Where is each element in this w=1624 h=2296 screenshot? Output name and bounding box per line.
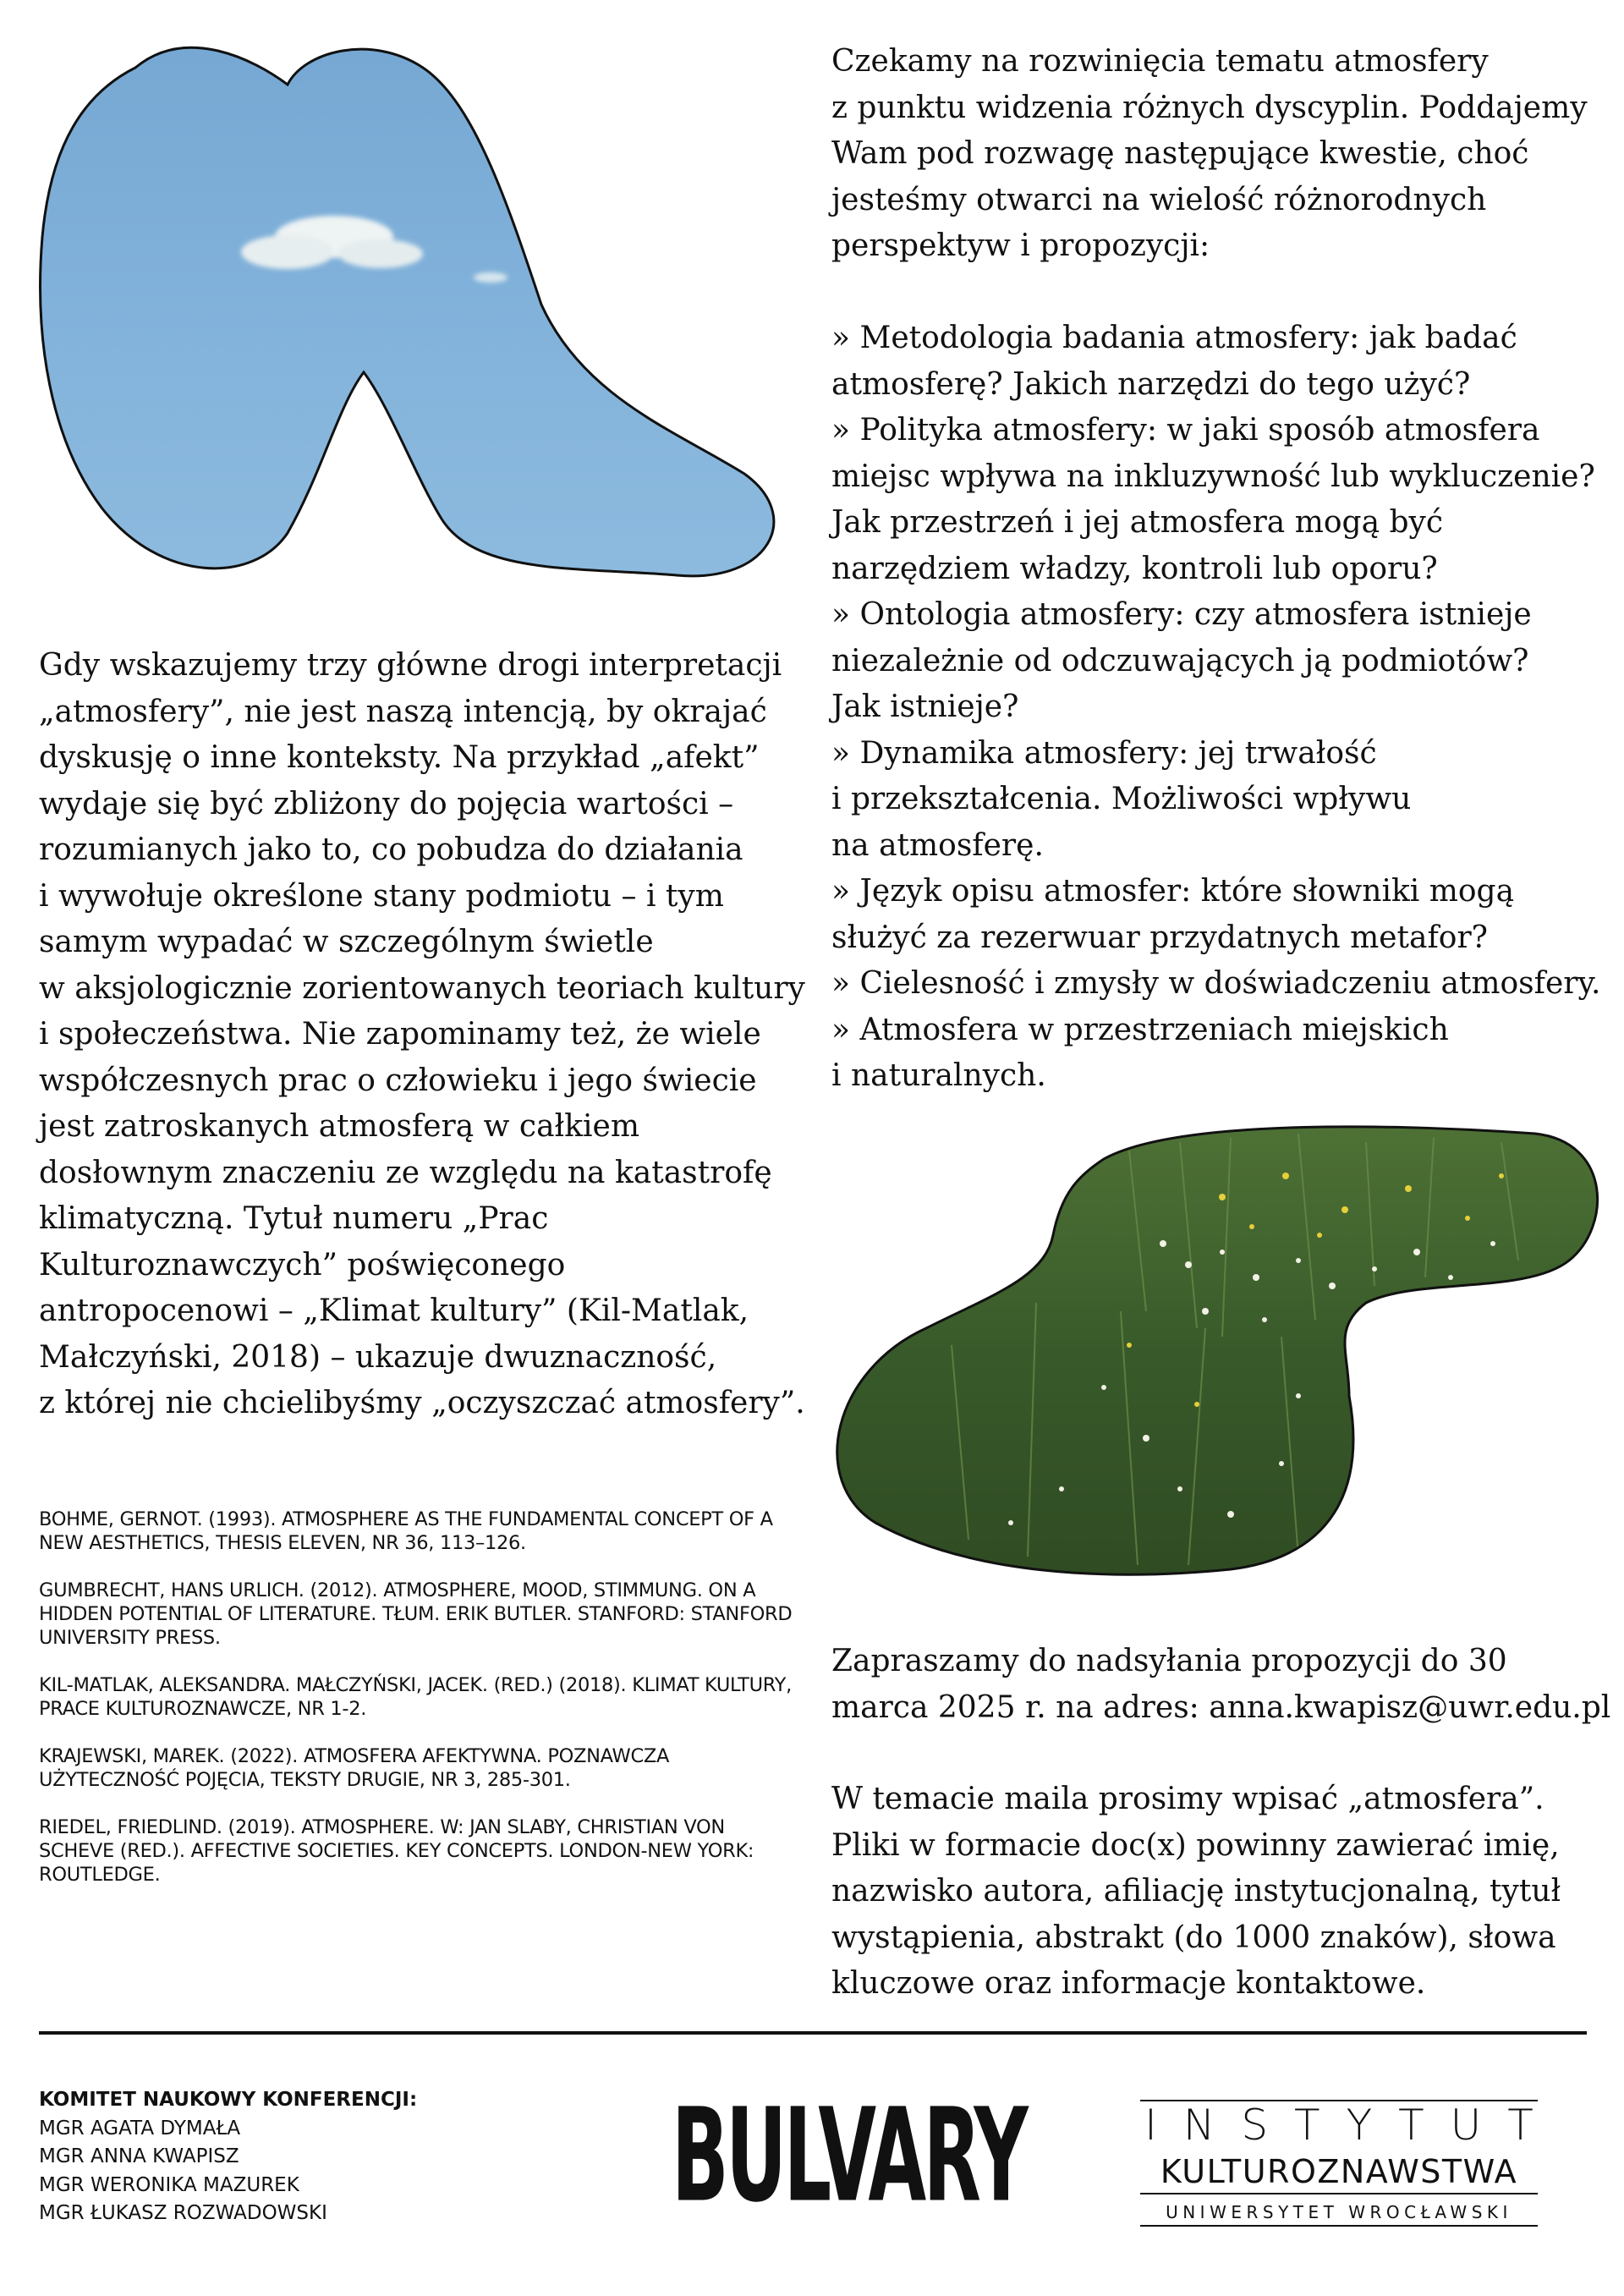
topic-line: na atmosferę. — [831, 827, 1044, 863]
text-line: dyskusję o inne konteksty. Na przykład „afekt” — [39, 740, 760, 775]
text-line: i społeczeństwa. Nie zapominamy też, że wiele — [39, 1017, 761, 1052]
text-line: dosłownym znaczeniu ze względu na katastrofę — [39, 1155, 772, 1190]
text-line: i wywołuje określone stany podmiotu – i tym — [39, 878, 724, 914]
text-line: współczesnych prac o człowieku i jego świecie — [39, 1063, 757, 1098]
logo-rule-bottom — [1140, 2225, 1538, 2227]
topic-line: Jak istnieje? — [831, 689, 1019, 724]
sky-blob-image — [34, 34, 778, 592]
text-line: Zapraszamy do nadsyłania propozycji do 30 — [831, 1644, 1507, 1678]
text-line: jesteśmy otwarci na wielość różnorodnych — [831, 182, 1487, 217]
text-line: Wam pod rozwagę następujące kwestie, choć — [831, 136, 1529, 171]
topic-line: niezależnie od odczuwających ją podmiotów? — [831, 643, 1529, 678]
committee-member: MGR ANNA KWAPISZ — [39, 2145, 239, 2167]
reference-item: RIEDEL, FRIEDLIND. (2019). ATMOSPHERE. W: JAN SLABY, CHRISTIAN VON SCHEVE (RED.). AFFECTIVE SOCIETIES. KEY CONCEPTS. LONDON-NEW YORK: ROUTLEDGE. — [39, 1816, 754, 1886]
text-line: Pliki w formacie doc(x) powinny zawierać imię, — [831, 1827, 1560, 1863]
logo-rule-middle — [1140, 2193, 1538, 2194]
topic-line: atmosferę? Jakich narzędzi do tego użyć? — [831, 366, 1471, 402]
text-line: z której nie chcielibyśmy „oczyszczać atmosfery”. — [39, 1386, 805, 1420]
topic-line: i naturalnych. — [831, 1058, 1046, 1093]
institute-name: KULTUROZNAWSTWA — [1160, 2153, 1518, 2190]
topic-line: służyć za rezerwuar przydatnych metafor? — [831, 920, 1488, 955]
text-line: wystąpienia, abstrakt (do 1000 znaków), słowa — [831, 1920, 1556, 1955]
university-name: UNIWERSYTET WROCŁAWSKI — [1166, 2202, 1512, 2222]
institute-logo — [1115, 2100, 1563, 2227]
reference-item: GUMBRECHT, HANS URLICH. (2012). ATMOSPHERE, MOOD, STIMMUNG. ON A HIDDEN POTENTIAL OF LITERATURE. TŁUM. ERIK BUTLER. STANFORD: STANFORD UNIVERSITY PRESS. — [39, 1579, 793, 1649]
topic-line: i przekształcenia. Możliwości wpływu — [831, 782, 1412, 816]
institute-word: INSTYTUT — [1144, 2101, 1560, 2150]
committee-member: MGR ŁUKASZ ROZWADOWSKI — [39, 2202, 327, 2224]
intro-paragraph — [831, 39, 1588, 270]
topic-line: » Atmosfera w przestrzeniach miejskich — [831, 1012, 1449, 1047]
committee-member: MGR WERONIKA MAZUREK — [39, 2173, 299, 2196]
topic-line: miejsc wpływa na inkluzywność lub wykluczenie? — [831, 459, 1595, 494]
topic-line: » Dynamika atmosfery: jej trwałość — [831, 735, 1377, 771]
references-list — [39, 1508, 800, 1910]
text-line: jest zatroskanych atmosferą w całkiem — [39, 1109, 639, 1144]
text-line: wydaje się być zbliżony do pojęcia wartości – — [39, 786, 734, 821]
footer-divider — [39, 2031, 1587, 2035]
text-line: W temacie maila prosimy wpisać „atmosfera”. — [831, 1782, 1544, 1816]
topic-line: Jak przestrzeń i jej atmosfera mogą być — [831, 505, 1444, 540]
context-paragraph — [39, 643, 805, 1427]
text-line: Czekamy na rozwinięcia tematu atmosfery — [831, 44, 1489, 79]
topic-line: » Cielesność i zmysły w doświadczeniu atmosfery. — [831, 966, 1601, 1001]
text-line: samym wypadać w szczególnym świetle — [39, 925, 654, 959]
submission-paragraph — [831, 1639, 1610, 1731]
topic-line: narzędziem władzy, kontroli lub oporu? — [831, 551, 1438, 586]
bulvary-logo: BULVARY — [672, 2080, 1026, 2231]
committee-block — [39, 2086, 417, 2228]
reference-item: KIL-MATLAK, ALEKSANDRA. MAŁCZYŃSKI, JACEK. (RED.) (2018). KLIMAT KULTURY, PRACE KULTUROZNAWCZE, NR 1-2. — [39, 1674, 792, 1720]
topic-line: » Ontologia atmosfery: czy atmosfera istnieje — [831, 597, 1532, 632]
meadow-blob-image — [825, 1117, 1611, 1590]
reference-item: KRAJEWSKI, MAREK. (2022). ATMOSFERA AFEKTYWNA. POZNAWCZA UŻYTECZNOŚĆ POJĘCIA, TEKSTY DRUGIE, NR 3, 285-301. — [39, 1745, 670, 1791]
text-line: kluczowe oraz informacje kontaktowe. — [831, 1966, 1426, 2001]
committee-title: KOMITET NAUKOWY KONFERENCJI: — [39, 2089, 418, 2111]
text-line: Gdy wskazujemy trzy główne drogi interpretacji — [39, 648, 782, 683]
topics-list — [831, 316, 1601, 1100]
email-instructions — [831, 1777, 1561, 2008]
text-line: Kulturoznawczych” poświęconego — [39, 1247, 566, 1283]
text-line: z punktu widzenia różnych dyscyplin. Poddajemy — [831, 90, 1588, 125]
topic-line: » Polityka atmosfery: w jaki sposób atmosfera — [831, 413, 1540, 448]
text-line: perspektyw i propozycji: — [831, 228, 1210, 263]
text-line: nazwisko autora, afiliację instytucjonalną, tytuł — [831, 1874, 1561, 1909]
text-line: rozumianych jako to, co pobudza do działania — [39, 832, 743, 867]
text-line: „atmosfery”, nie jest naszą intencją, by okrajać — [39, 694, 767, 729]
reference-item: BOHME, GERNOT. (1993). ATMOSPHERE AS THE FUNDAMENTAL CONCEPT OF A NEW AESTHETICS, THESIS ELEVEN, NR 36, 113–126. — [39, 1508, 773, 1554]
text-line: w aksjologicznie zorientowanych teoriach kultury — [39, 970, 805, 1006]
topic-line: » Metodologia badania atmosfery: jak badać — [831, 321, 1517, 355]
topic-line: » Język opisu atmosfer: które słowniki mogą — [831, 874, 1515, 909]
text-line: Małczyński, 2018) – ukazuje dwuznaczność, — [39, 1339, 717, 1375]
text-line: antropocenowi – „Klimat kultury” (Kil-Matlak, — [39, 1294, 749, 1328]
text-line: klimatyczną. Tytuł numeru „Prac — [39, 1201, 549, 1236]
committee-member: MGR AGATA DYMAŁA — [39, 2117, 241, 2139]
text-line: marca 2025 r. na adres: anna.kwapisz@uwr.edu.pl — [831, 1689, 1611, 1725]
